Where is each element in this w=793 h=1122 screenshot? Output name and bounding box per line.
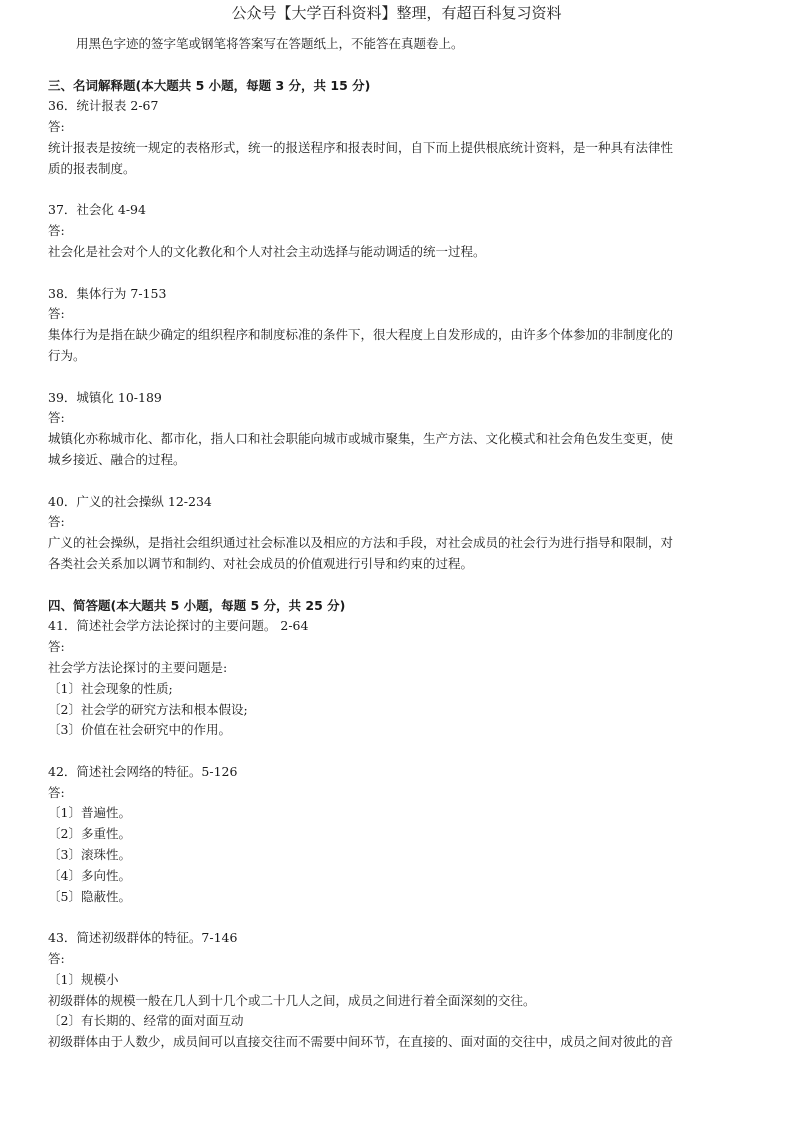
spacer	[48, 471, 756, 492]
answer-label-36: 答:	[48, 119, 65, 135]
question-title-41: 41．简述社会学方法论探讨的主要问题。 2-64	[48, 618, 309, 634]
answer-label-43: 答:	[48, 951, 65, 967]
spacer	[48, 180, 756, 201]
spacer	[48, 575, 756, 596]
answer-text-37: 社会化是社会对个人的文化教化和个人对社会主动选择与能动调适的统一过程。	[48, 243, 486, 259]
answer-text-41: 〔1〕社会现象的性质;	[48, 680, 173, 696]
answer-text-42: 〔4〕多向性。	[48, 867, 131, 883]
page-header: 公众号【大学百科资料】整理，有超百科复习资料	[231, 4, 562, 22]
answer-label-38: 答:	[48, 306, 65, 322]
answer-text-41: 〔2〕社会学的研究方法和根本假设;	[48, 701, 248, 717]
spacer	[48, 907, 756, 928]
section-heading-3: 三、名词解释题(本大题共 5 小题，每题 3 分，共 15 分)	[48, 77, 371, 93]
answer-text-41: 社会学方法论探讨的主要问题是:	[48, 659, 228, 675]
answer-label-40: 答:	[48, 514, 65, 530]
spacer	[48, 367, 756, 388]
answer-text-43: 初级群体由于人数少，成员间可以直接交往而不需要中间环节，在直接的、面对面的交往中，成员之间对彼此的音	[48, 1034, 674, 1050]
question-title-40: 40．广义的社会操纵 12-234	[48, 493, 212, 509]
answer-text-43: 〔1〕规模小	[48, 971, 119, 987]
answer-text-36: 质的报表制度。	[48, 160, 136, 176]
answer-text-42: 〔1〕普遍性。	[48, 805, 131, 821]
answer-text-40: 各类社会关系加以调节和制约、对社会成员的价值观进行引导和约束的过程。	[48, 555, 474, 571]
question-title-37: 37．社会化 4-94	[48, 202, 146, 218]
document-body	[48, 34, 756, 1053]
section-heading-4: 四、简答题(本大题共 5 小题，每题 5 分，共 25 分)	[48, 597, 346, 613]
answer-text-38: 行为。	[48, 347, 86, 363]
answer-label-37: 答:	[48, 223, 65, 239]
answer-text-38: 集体行为是指在缺少确定的组织程序和制度标准的条件下，很大程度上自发形成的，由许多个体参加的非制度化的	[48, 327, 674, 343]
answer-text-42: 〔3〕滚珠性。	[48, 847, 131, 863]
answer-label-41: 答:	[48, 639, 65, 655]
answer-label-42: 答:	[48, 784, 65, 800]
spacer	[48, 741, 756, 762]
answer-text-39: 城乡接近、融合的过程。	[48, 451, 186, 467]
answer-text-42: 〔2〕多重性。	[48, 826, 131, 842]
question-title-43: 43．简述初级群体的特征。7-146	[48, 930, 238, 946]
spacer	[48, 263, 756, 284]
question-title-42: 42．简述社会网络的特征。5-126	[48, 763, 238, 779]
question-title-36: 36．统计报表 2-67	[48, 98, 159, 114]
spacer	[48, 55, 756, 76]
answer-text-39: 城镇化亦称城市化、都市化，指人口和社会职能向城市或城市聚集，生产方法、文化模式和社会角色发生变更，使	[48, 431, 674, 447]
question-title-38: 38．集体行为 7-153	[48, 285, 167, 301]
answer-text-36: 统计报表是按统一规定的表格形式，统一的报送程序和报表时间，自下而上提供根底统计资料，是一种具有法律性	[48, 139, 674, 155]
answer-text-41: 〔3〕价值在社会研究中的作用。	[48, 722, 231, 738]
question-title-39: 39．城镇化 10-189	[48, 389, 162, 405]
answer-text-43: 〔2〕有长期的、经常的面对面互动	[48, 1013, 244, 1029]
answer-text-40: 广义的社会操纵，是指社会组织通过社会标准以及相应的方法和手段，对社会成员的社会行为进行指导和限制，对	[48, 535, 674, 551]
answer-text-43: 初级群体的规模一般在几人到十几个或二十几人之间，成员之间进行着全面深刻的交往。	[48, 992, 536, 1008]
answer-text-42: 〔5〕隐蔽性。	[48, 888, 131, 904]
instruction-text: 用黑色字迹的签字笔或钢笔将答案写在答题纸上，不能答在真题卷上。	[76, 36, 464, 51]
answer-label-39: 答:	[48, 410, 65, 426]
